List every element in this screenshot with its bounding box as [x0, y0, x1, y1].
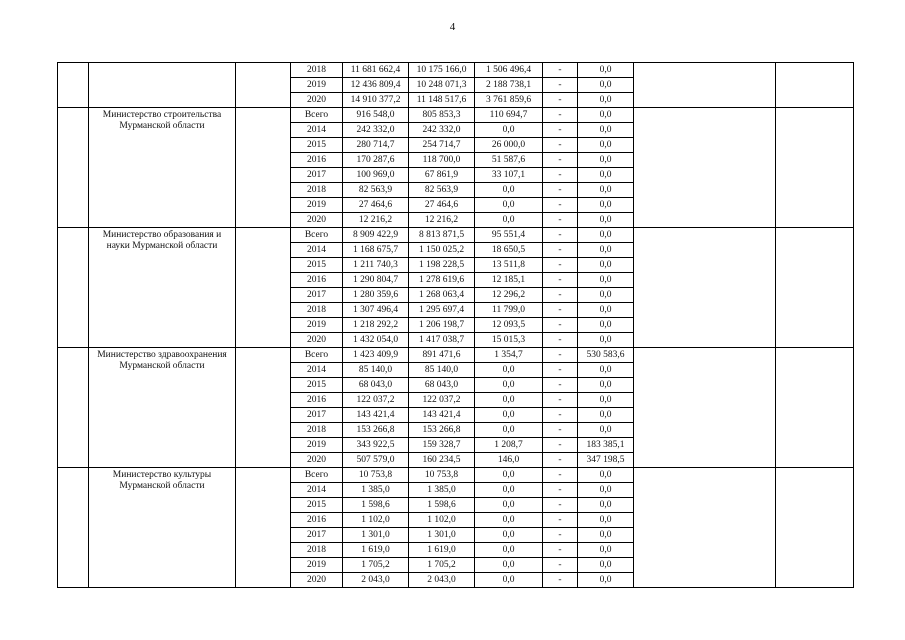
local-budget-cell: -	[543, 468, 578, 483]
year-cell: 2019	[291, 78, 343, 93]
total-cell: 1 705,2	[343, 558, 409, 573]
federal-budget-cell: 1 506 496,4	[475, 63, 543, 78]
regional-budget-cell: 153 266,8	[409, 423, 475, 438]
year-cell: Всего	[291, 228, 343, 243]
total-cell: 1 280 359,6	[343, 288, 409, 303]
total-cell: 242 332,0	[343, 123, 409, 138]
federal-budget-cell: 0,0	[475, 198, 543, 213]
table-row	[58, 63, 854, 78]
regional-budget-cell: 1 301,0	[409, 528, 475, 543]
federal-budget-cell: 0,0	[475, 183, 543, 198]
total-cell: 122 037,2	[343, 393, 409, 408]
table-row	[58, 348, 854, 363]
federal-budget-cell: 0,0	[475, 423, 543, 438]
local-budget-cell: -	[543, 483, 578, 498]
other-sources-cell: 0,0	[578, 528, 634, 543]
indicator-cell	[634, 228, 776, 348]
year-cell: 2020	[291, 93, 343, 108]
local-budget-cell: -	[543, 378, 578, 393]
regional-budget-cell: 118 700,0	[409, 153, 475, 168]
other-sources-cell: 0,0	[578, 168, 634, 183]
local-budget-cell: -	[543, 528, 578, 543]
other-sources-cell: 0,0	[578, 363, 634, 378]
regional-budget-cell: 10 175 166,0	[409, 63, 475, 78]
total-cell: 1 619,0	[343, 543, 409, 558]
ministry-cell: Министерство образования и науки Мурманской области	[89, 228, 236, 348]
regional-budget-cell: 12 216,2	[409, 213, 475, 228]
local-budget-cell: -	[543, 288, 578, 303]
number-cell	[58, 228, 89, 348]
regional-budget-cell: 10 248 071,3	[409, 78, 475, 93]
regional-budget-cell: 1 295 697,4	[409, 303, 475, 318]
regional-budget-cell: 805 853,3	[409, 108, 475, 123]
total-cell: 153 266,8	[343, 423, 409, 438]
year-cell: 2014	[291, 483, 343, 498]
local-budget-cell: -	[543, 453, 578, 468]
regional-budget-cell: 891 471,6	[409, 348, 475, 363]
ministry-cell: Министерство строительства Мурманской области	[89, 108, 236, 228]
regional-budget-cell: 1 598,6	[409, 498, 475, 513]
other-sources-cell: 0,0	[578, 213, 634, 228]
year-cell: 2020	[291, 573, 343, 588]
federal-budget-cell: 1 208,7	[475, 438, 543, 453]
other-sources-cell: 0,0	[578, 573, 634, 588]
year-cell: 2017	[291, 528, 343, 543]
local-budget-cell: -	[543, 303, 578, 318]
local-budget-cell: -	[543, 258, 578, 273]
year-cell: 2019	[291, 198, 343, 213]
other-sources-cell: 0,0	[578, 393, 634, 408]
year-cell: 2018	[291, 543, 343, 558]
total-cell: 2 043,0	[343, 573, 409, 588]
regional-budget-cell: 2 043,0	[409, 573, 475, 588]
total-cell: 82 563,9	[343, 183, 409, 198]
indicator-cell	[634, 348, 776, 468]
other-sources-cell: 0,0	[578, 408, 634, 423]
federal-budget-cell: 0,0	[475, 123, 543, 138]
other-sources-cell: 0,0	[578, 78, 634, 93]
regional-budget-cell: 1 619,0	[409, 543, 475, 558]
regional-budget-cell: 1 268 063,4	[409, 288, 475, 303]
other-sources-cell: 0,0	[578, 153, 634, 168]
total-cell: 12 216,2	[343, 213, 409, 228]
other-sources-cell: 0,0	[578, 123, 634, 138]
other-sources-cell: 347 198,5	[578, 453, 634, 468]
local-budget-cell: -	[543, 543, 578, 558]
regional-budget-cell: 1 385,0	[409, 483, 475, 498]
other-sources-cell: 0,0	[578, 423, 634, 438]
local-budget-cell: -	[543, 243, 578, 258]
year-cell: 2020	[291, 213, 343, 228]
local-budget-cell: -	[543, 153, 578, 168]
total-cell: 27 464,6	[343, 198, 409, 213]
other-sources-cell: 0,0	[578, 468, 634, 483]
other-sources-cell: 0,0	[578, 183, 634, 198]
federal-budget-cell: 110 694,7	[475, 108, 543, 123]
other-sources-cell: 0,0	[578, 243, 634, 258]
ministry-cell: Министерство здравоохранения Мурманской области	[89, 348, 236, 468]
ministry-cell	[89, 63, 236, 108]
other-sources-cell: 0,0	[578, 303, 634, 318]
total-cell: 1 301,0	[343, 528, 409, 543]
total-cell: 10 753,8	[343, 468, 409, 483]
year-cell: 2016	[291, 393, 343, 408]
result-cell	[776, 228, 854, 348]
federal-budget-cell: 18 650,5	[475, 243, 543, 258]
table-row	[58, 108, 854, 123]
other-sources-cell: 530 583,6	[578, 348, 634, 363]
other-sources-cell: 0,0	[578, 258, 634, 273]
regional-budget-cell: 1 198 228,5	[409, 258, 475, 273]
federal-budget-cell: 0,0	[475, 573, 543, 588]
local-budget-cell: -	[543, 93, 578, 108]
ministry-cell: Министерство культуры Мурманской области	[89, 468, 236, 588]
year-cell: Всего	[291, 108, 343, 123]
federal-budget-cell: 0,0	[475, 378, 543, 393]
regional-budget-cell: 27 464,6	[409, 198, 475, 213]
local-budget-cell: -	[543, 423, 578, 438]
total-cell: 1 211 740,3	[343, 258, 409, 273]
other-sources-cell: 0,0	[578, 138, 634, 153]
local-budget-cell: -	[543, 168, 578, 183]
indicator-cell	[634, 108, 776, 228]
federal-budget-cell: 0,0	[475, 468, 543, 483]
year-cell: 2014	[291, 363, 343, 378]
year-cell: 2015	[291, 138, 343, 153]
total-cell: 170 287,6	[343, 153, 409, 168]
year-cell: 2018	[291, 303, 343, 318]
total-cell: 11 681 662,4	[343, 63, 409, 78]
year-cell: 2020	[291, 333, 343, 348]
table-row	[58, 468, 854, 483]
regional-budget-cell: 1 278 619,6	[409, 273, 475, 288]
other-sources-cell: 183 385,1	[578, 438, 634, 453]
local-budget-cell: -	[543, 198, 578, 213]
year-cell: 2019	[291, 558, 343, 573]
executor-cell	[236, 228, 291, 348]
executor-cell	[236, 108, 291, 228]
federal-budget-cell: 0,0	[475, 408, 543, 423]
result-cell	[776, 63, 854, 108]
regional-budget-cell: 159 328,7	[409, 438, 475, 453]
year-cell: 2018	[291, 423, 343, 438]
other-sources-cell: 0,0	[578, 333, 634, 348]
other-sources-cell: 0,0	[578, 108, 634, 123]
total-cell: 1 290 804,7	[343, 273, 409, 288]
federal-budget-cell: 2 188 738,1	[475, 78, 543, 93]
federal-budget-cell: 3 761 859,6	[475, 93, 543, 108]
other-sources-cell: 0,0	[578, 273, 634, 288]
number-cell	[58, 468, 89, 588]
year-cell: 2017	[291, 288, 343, 303]
federal-budget-cell: 12 296,2	[475, 288, 543, 303]
year-cell: 2014	[291, 123, 343, 138]
local-budget-cell: -	[543, 513, 578, 528]
federal-budget-cell: 26 000,0	[475, 138, 543, 153]
regional-budget-cell: 85 140,0	[409, 363, 475, 378]
local-budget-cell: -	[543, 138, 578, 153]
federal-budget-cell: 12 093,5	[475, 318, 543, 333]
other-sources-cell: 0,0	[578, 483, 634, 498]
total-cell: 1 385,0	[343, 483, 409, 498]
local-budget-cell: -	[543, 363, 578, 378]
total-cell: 1 432 054,0	[343, 333, 409, 348]
total-cell: 1 218 292,2	[343, 318, 409, 333]
federal-budget-cell: 95 551,4	[475, 228, 543, 243]
federal-budget-cell: 0,0	[475, 558, 543, 573]
number-cell	[58, 108, 89, 228]
other-sources-cell: 0,0	[578, 198, 634, 213]
local-budget-cell: -	[543, 558, 578, 573]
other-sources-cell: 0,0	[578, 228, 634, 243]
year-cell: 2020	[291, 453, 343, 468]
local-budget-cell: -	[543, 78, 578, 93]
total-cell: 1 598,6	[343, 498, 409, 513]
number-cell	[58, 348, 89, 468]
other-sources-cell: 0,0	[578, 318, 634, 333]
total-cell: 507 579,0	[343, 453, 409, 468]
other-sources-cell: 0,0	[578, 378, 634, 393]
federal-budget-cell: 13 511,8	[475, 258, 543, 273]
regional-budget-cell: 1 150 025,2	[409, 243, 475, 258]
total-cell: 100 969,0	[343, 168, 409, 183]
local-budget-cell: -	[543, 348, 578, 363]
indicator-cell	[634, 63, 776, 108]
federal-budget-cell: 146,0	[475, 453, 543, 468]
federal-budget-cell: 1 354,7	[475, 348, 543, 363]
regional-budget-cell: 254 714,7	[409, 138, 475, 153]
local-budget-cell: -	[543, 183, 578, 198]
year-cell: Всего	[291, 468, 343, 483]
federal-budget-cell: 0,0	[475, 513, 543, 528]
year-cell: 2018	[291, 183, 343, 198]
total-cell: 12 436 809,4	[343, 78, 409, 93]
year-cell: 2016	[291, 513, 343, 528]
local-budget-cell: -	[543, 213, 578, 228]
total-cell: 1 423 409,9	[343, 348, 409, 363]
regional-budget-cell: 1 417 038,7	[409, 333, 475, 348]
indicator-cell	[634, 468, 776, 588]
regional-budget-cell: 1 102,0	[409, 513, 475, 528]
year-cell: 2014	[291, 243, 343, 258]
total-cell: 1 168 675,7	[343, 243, 409, 258]
federal-budget-cell: 0,0	[475, 498, 543, 513]
total-cell: 143 421,4	[343, 408, 409, 423]
local-budget-cell: -	[543, 108, 578, 123]
regional-budget-cell: 82 563,9	[409, 183, 475, 198]
result-cell	[776, 108, 854, 228]
page-number: 4	[449, 21, 456, 33]
year-cell: 2016	[291, 273, 343, 288]
other-sources-cell: 0,0	[578, 63, 634, 78]
local-budget-cell: -	[543, 63, 578, 78]
local-budget-cell: -	[543, 123, 578, 138]
year-cell: Всего	[291, 348, 343, 363]
regional-budget-cell: 68 043,0	[409, 378, 475, 393]
year-cell: 2015	[291, 378, 343, 393]
federal-budget-cell: 15 015,3	[475, 333, 543, 348]
year-cell: 2017	[291, 408, 343, 423]
local-budget-cell: -	[543, 408, 578, 423]
federal-budget-cell: 51 587,6	[475, 153, 543, 168]
total-cell: 343 922,5	[343, 438, 409, 453]
local-budget-cell: -	[543, 393, 578, 408]
result-cell	[776, 348, 854, 468]
federal-budget-cell: 12 185,1	[475, 273, 543, 288]
other-sources-cell: 0,0	[578, 288, 634, 303]
other-sources-cell: 0,0	[578, 513, 634, 528]
other-sources-cell: 0,0	[578, 558, 634, 573]
federal-budget-cell: 0,0	[475, 543, 543, 558]
year-cell: 2019	[291, 438, 343, 453]
local-budget-cell: -	[543, 333, 578, 348]
federal-budget-cell: 0,0	[475, 213, 543, 228]
total-cell: 8 909 422,9	[343, 228, 409, 243]
regional-budget-cell: 242 332,0	[409, 123, 475, 138]
year-cell: 2015	[291, 498, 343, 513]
year-cell: 2015	[291, 258, 343, 273]
result-cell	[776, 468, 854, 588]
total-cell: 68 043,0	[343, 378, 409, 393]
federal-budget-cell: 0,0	[475, 393, 543, 408]
federal-budget-cell: 11 799,0	[475, 303, 543, 318]
regional-budget-cell: 160 234,5	[409, 453, 475, 468]
year-cell: 2018	[291, 63, 343, 78]
year-cell: 2016	[291, 153, 343, 168]
year-cell: 2019	[291, 318, 343, 333]
total-cell: 85 140,0	[343, 363, 409, 378]
regional-budget-cell: 8 813 871,5	[409, 228, 475, 243]
total-cell: 14 910 377,2	[343, 93, 409, 108]
local-budget-cell: -	[543, 573, 578, 588]
executor-cell	[236, 468, 291, 588]
regional-budget-cell: 1 705,2	[409, 558, 475, 573]
year-cell: 2017	[291, 168, 343, 183]
total-cell: 1 102,0	[343, 513, 409, 528]
federal-budget-cell: 0,0	[475, 483, 543, 498]
federal-budget-cell: 0,0	[475, 363, 543, 378]
other-sources-cell: 0,0	[578, 543, 634, 558]
budget-table	[57, 62, 854, 588]
federal-budget-cell: 0,0	[475, 528, 543, 543]
total-cell: 916 548,0	[343, 108, 409, 123]
total-cell: 1 307 496,4	[343, 303, 409, 318]
regional-budget-cell: 143 421,4	[409, 408, 475, 423]
executor-cell	[236, 348, 291, 468]
regional-budget-cell: 67 861,9	[409, 168, 475, 183]
local-budget-cell: -	[543, 318, 578, 333]
other-sources-cell: 0,0	[578, 93, 634, 108]
regional-budget-cell: 1 206 198,7	[409, 318, 475, 333]
number-cell	[58, 63, 89, 108]
total-cell: 280 714,7	[343, 138, 409, 153]
regional-budget-cell: 10 753,8	[409, 468, 475, 483]
local-budget-cell: -	[543, 438, 578, 453]
regional-budget-cell: 122 037,2	[409, 393, 475, 408]
table-row	[58, 228, 854, 243]
federal-budget-cell: 33 107,1	[475, 168, 543, 183]
other-sources-cell: 0,0	[578, 498, 634, 513]
regional-budget-cell: 11 148 517,6	[409, 93, 475, 108]
local-budget-cell: -	[543, 228, 578, 243]
local-budget-cell: -	[543, 273, 578, 288]
local-budget-cell: -	[543, 498, 578, 513]
executor-cell	[236, 63, 291, 108]
